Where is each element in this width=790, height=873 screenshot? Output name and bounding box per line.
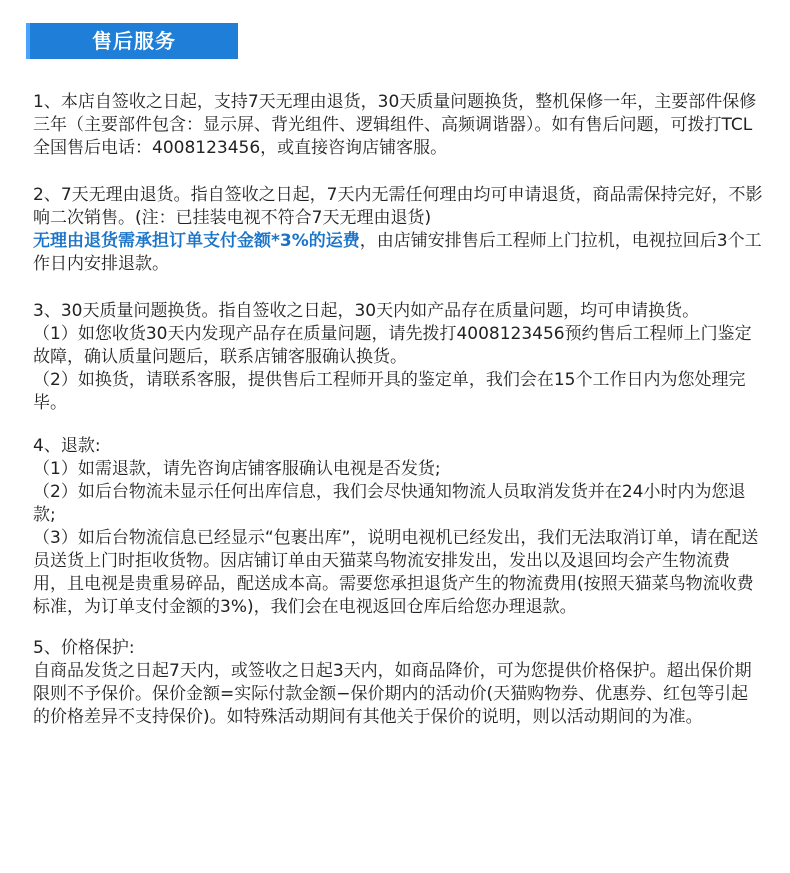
policy-3-item-1: （1）如您收货30天内发现产品存在质量问题，请先拨打4008123456预约售后工程师上门鉴定故障，确认质量问题后，联系店铺客服确认换货。	[33, 324, 752, 367]
policy-3-item-2: （2）如换货，请联系客服，提供售后工程师开具的鉴定单，我们会在15个工作日内为您处理完毕。	[33, 370, 746, 413]
policy-2-text-a: 2、7天无理由退货。指自签收之日起，7天内无需任何理由均可申请退货，商品需保持完好，不影响二次销售。(注：已挂装电视不符合7天无理由退货)	[33, 185, 763, 228]
policy-4-title: 4、退款:	[33, 436, 101, 456]
policy-4-item-3: （3）如后台物流信息已经显示“包裹出库”，说明电视机已经发出，我们无法取消订单，请在配送员送货上门时拒收货物。因店铺订单由天猫菜鸟物流安排发出，发出以及退回均会产生物流费用，且电视是贵重易碎品，配送成本高。需要您承担退货产生的物流费用(按照天猫菜鸟物流收费标准，为订单支付金额的3%)，我们会在电视返回仓库后给您办理退款。	[33, 528, 759, 617]
policy-section-5	[33, 637, 763, 729]
policy-section-2	[33, 184, 763, 276]
policy-2-text-b: ，由店铺安排售后工程师上门拉机，电视拉回后3个工作日内安排退款。	[33, 231, 762, 274]
policy-section-4	[33, 435, 763, 619]
page-title: 售后服务	[92, 29, 176, 53]
policy-5-text: 自商品发货之日起7天内，或签收之日起3天内，如商品降价，可为您提供价格保护。超出保价期限则不予保价。保价金额=实际付款金额−保价期内的活动价(天猫购物券、优惠券、红包等引起的价格差异不支持保价)。如特殊活动期间有其他关于保价的说明，则以活动期间的为准。	[33, 661, 752, 727]
policy-section-1	[33, 91, 763, 160]
policy-2-highlight: 无理由退货需承担订单支付金额*3%的运费	[33, 231, 360, 251]
policy-2-paragraph	[33, 184, 763, 276]
policy-3-intro: 3、30天质量问题换货。指自签收之日起，30天内如产品存在质量问题，均可申请换货。	[33, 301, 700, 321]
policy-section-3	[33, 300, 763, 415]
policy-4-item-2: （2）如后台物流未显示任何出库信息，我们会尽快通知物流人员取消发货并在24小时内为您退款;	[33, 482, 746, 525]
section-header-bar	[26, 23, 238, 59]
policy-content	[33, 91, 763, 753]
policy-1-text: 1、本店自签收之日起，支持7天无理由退货，30天质量问题换货，整机保修一年，主要部件保修三年（主要部件包含：显示屏、背光组件、逻辑组件、高频调谐器）。如有售后问题，可拨打TCL全国售后电话：4008123456，或直接咨询店铺客服。	[33, 92, 757, 158]
policy-4-item-1: （1）如需退款，请先咨询店铺客服确认电视是否发货;	[33, 459, 441, 479]
policy-5-title: 5、价格保护:	[33, 638, 135, 658]
